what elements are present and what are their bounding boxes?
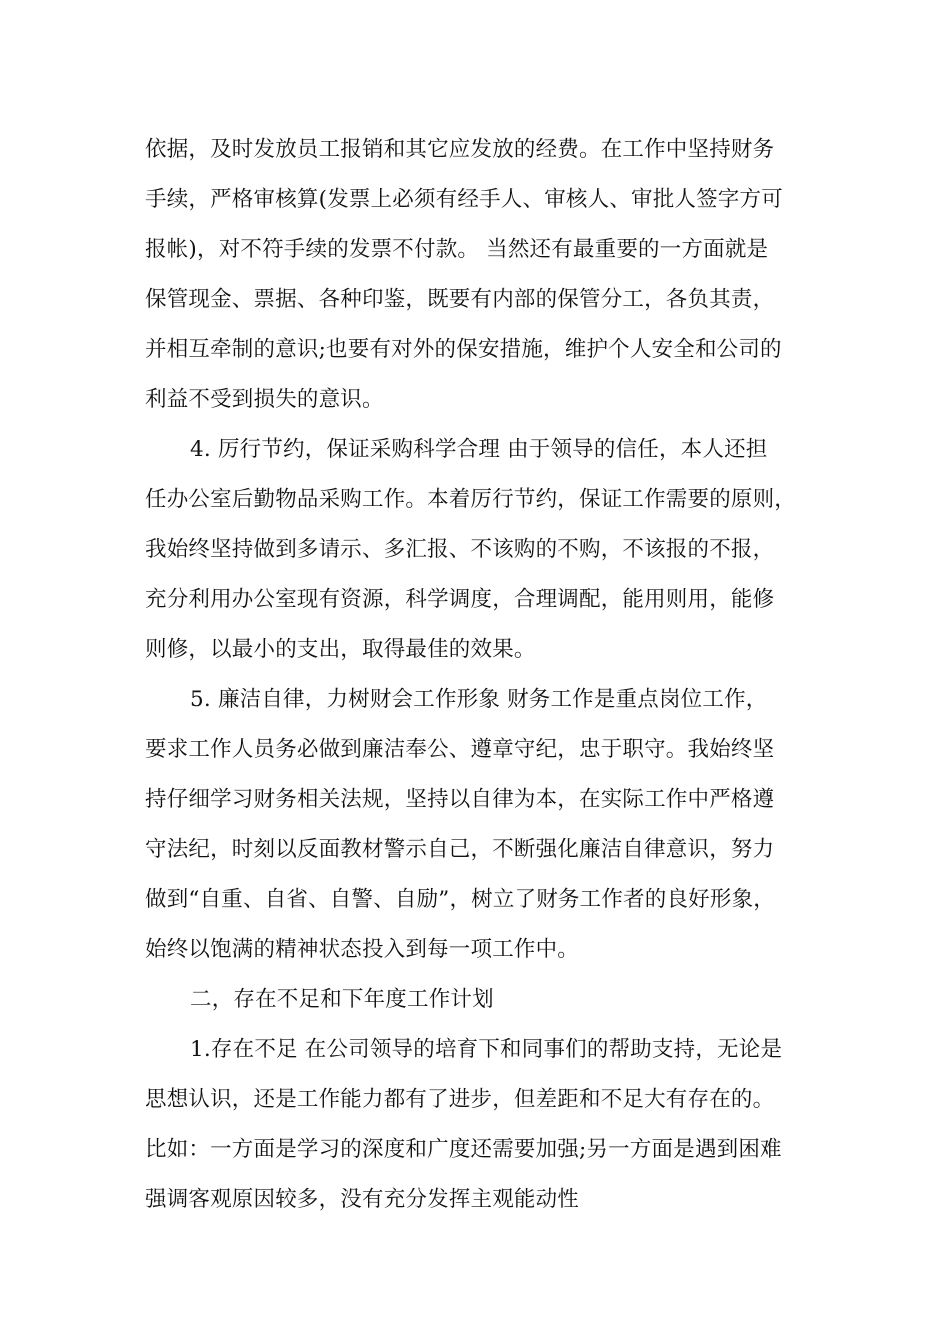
text-line: 守法纪，时刻以反面教材警示自己，不断强化廉洁自律意识，努力	[145, 837, 775, 862]
text-line: 做到“自重、自省、自警、自励”，树立了财务工作者的良好形象，	[145, 887, 775, 912]
section-heading-2: 二，存在不足和下年度工作计划	[190, 987, 494, 1012]
text-line: 报帐)，对不符手续的发票不付款。 当然还有最重要的一方面就是	[145, 237, 769, 262]
text-line: 任办公室后勤物品采购工作。本着厉行节约，保证工作需要的原则，	[145, 487, 797, 512]
text-line: 强调客观原因较多，没有充分发挥主观能动性	[145, 1187, 580, 1212]
text-line: 利益不受到损失的意识。	[145, 387, 384, 412]
section-heading-4: 4. 厉行节约，保证采购科学合理 由于领导的信任，本人还担	[190, 437, 768, 462]
text-line: 要求工作人员务必做到廉洁奉公、遵章守纪，忠于职守。我始终坚	[145, 737, 775, 762]
text-line: 依据，及时发放员工报销和其它应发放的经费。在工作中坚持财务	[145, 137, 775, 162]
subsection-heading-1: 1.存在不足 在公司领导的培育下和同事们的帮助支持，无论是	[190, 1037, 783, 1062]
text-line: 手续，严格审核算(发票上必须有经手人、审核人、审批人签字方可	[145, 187, 783, 212]
text-line: 比如：一方面是学习的深度和广度还需要加强;另一方面是遇到困难	[145, 1137, 782, 1162]
text-line: 持仔细学习财务相关法规，坚持以自律为本，在实际工作中严格遵	[145, 787, 775, 812]
text-line: 充分利用办公室现有资源，科学调度，合理调配，能用则用，能修	[145, 587, 775, 612]
text-line: 并相互牵制的意识;也要有对外的保安措施，维护个人安全和公司的	[145, 337, 782, 362]
text-line: 则修，以最小的支出，取得最佳的效果。	[145, 637, 536, 662]
section-heading-5: 5. 廉洁自律，力树财会工作形象 财务工作是重点岗位工作，	[190, 687, 768, 712]
text-line: 保管现金、票据、各种印鉴，既要有内部的保管分工，各负其责，	[145, 287, 775, 312]
text-line: 思想认识，还是工作能力都有了进步，但差距和不足大有存在的。	[145, 1087, 775, 1112]
text-line: 我始终坚持做到多请示、多汇报、不该购的不购，不该报的不报，	[145, 537, 775, 562]
text-line: 始终以饱满的精神状态投入到每一项工作中。	[145, 937, 580, 962]
